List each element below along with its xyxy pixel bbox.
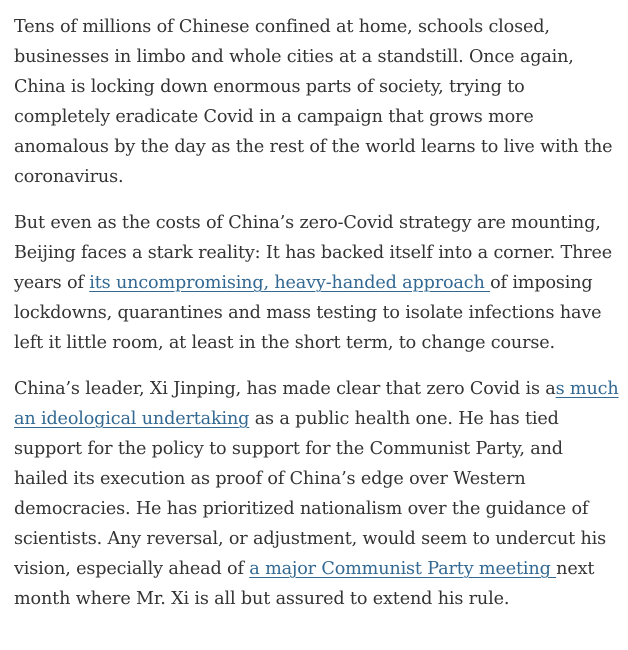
link-communist-party-meeting[interactable]: a major Communist Party meeting (249, 559, 557, 579)
link-ideological-undertaking[interactable]: s much an ideological undertaking (14, 379, 619, 429)
paragraph-text: next month where Mr. Xi is all but assured to extend his rule. (14, 559, 595, 609)
paragraph-2 (14, 208, 620, 358)
link-heavy-handed-approach[interactable]: its uncompromising, heavy-handed approach (89, 273, 491, 293)
article-body (14, 12, 620, 630)
paragraph-1 (14, 12, 620, 192)
paragraph-text: as a public health one. He has tied support for the policy to support for the Communist Party, and hailed its execution as proof of China’s edge over Western democracies. He has prioritized nationalism over the guidance of scientists. Any reversal, or adjustment, would seem to undercut his vision, especially ahead of (14, 409, 607, 579)
paragraph-3 (14, 374, 620, 614)
paragraph-text: Tens of millions of Chinese confined at home, schools closed, businesses in limbo and whole cities at a standstill. Once again, China is locking down enormous parts of society, trying to completely eradicate Covid in a campaign that grows more anomalous by the day as the rest of the world learns to live with the coronavirus. (14, 17, 613, 187)
paragraph-text: of imposing lockdowns, quarantines and mass testing to isolate infections have left it little room, at least in the short term, to change course. (14, 273, 602, 353)
paragraph-text: But even as the costs of China’s zero-Covid strategy are mounting, Beijing faces a stark reality: It has backed itself into a corner. Three years of (14, 213, 613, 293)
paragraph-text: China’s leader, Xi Jinping, has made clear that zero Covid is a (14, 379, 556, 399)
